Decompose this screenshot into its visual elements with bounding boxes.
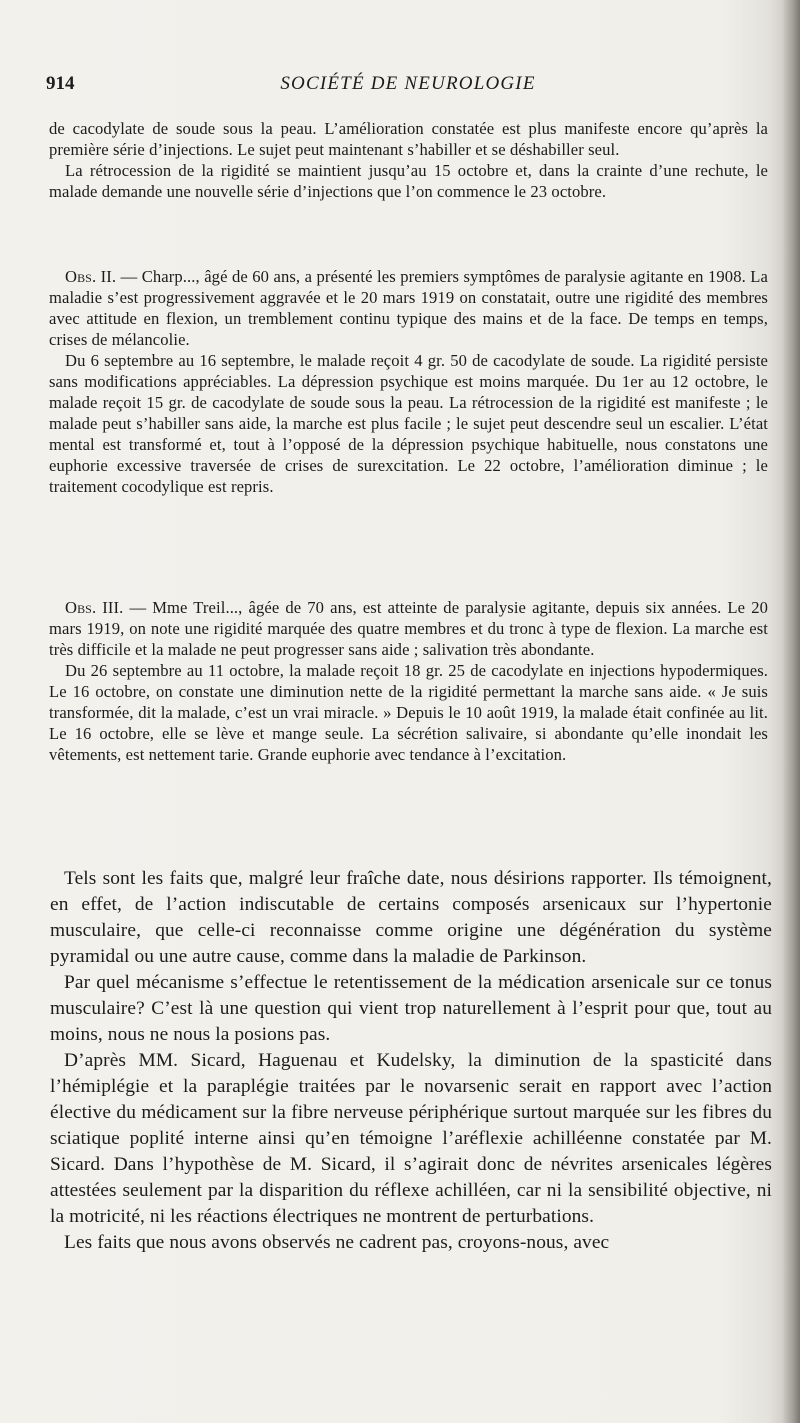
observation-label: Obs. III.	[65, 598, 124, 617]
paragraph: Du 6 septembre au 16 septembre, le malade reçoit 4 gr. 50 de cacodylate de soude. La rigidité persiste sans modifications appréciables. La dépression psychique est moins marquée. Du 1er au 12 octobre, le malade reçoit 15 gr. de cacodylate de soude sous la peau. La rétrocession de la rigidité est manifeste ; le malade peut s’habiller sans aide, la marche est plus facile ; le sujet peut descendre seul un escalier. L’état mental est transformé et, tout à l’opposé de la dépression psychique habituelle, nous constatons une euphorie excessive traversée de crises de surexcitation. Le 22 octobre, l’amélioration diminue ; le traitement cocodylique est repris.	[49, 351, 768, 496]
paragraph: Tels sont les faits que, malgré leur fraîche date, nous désirions rapporter. Ils témoignent, en effet, de l’action indiscutable de certains composés arsenicaux sur l’hypertonie musculaire, que celle-ci reconnaisse comme origine une dégénération du système pyramidal ou une autre cause, comme dans la maladie de Parkinson.	[50, 868, 772, 967]
page-binding-shadow	[782, 0, 800, 1423]
paragraph: Par quel mécanisme s’effectue le retentissement de la médication arsenicale sur ce tonus musculaire? C’est là une question qui vient trop naturellement à l’esprit pour que, tout au moins, nous ne nous la posions pas.	[50, 972, 772, 1045]
paragraph: Les faits que nous avons observés ne cadrent pas, croyons-nous, avec	[64, 1232, 610, 1253]
paragraph: Du 26 septembre au 11 octobre, la malade reçoit 18 gr. 25 de cacodylate en injections hypodermiques. Le 16 octobre, on constate une diminution nette de la rigidité permettant la marche sans aide. « Je suis transformée, dit la malade, c’est un vrai miracle. » Depuis le 10 août 1919, la malade était confinée au lit. Le 16 octobre, elle se lève et mange seule. La sécrétion salivaire, si abondante qu’elle inondait les vêtements, est nettement tarie. Grande euphorie avec tendance à l’excitation.	[49, 661, 768, 764]
discussion	[50, 866, 772, 1256]
paragraph: Obs. III. — Mme Treil..., âgée de 70 ans, est atteinte de paralysie agitante, depuis six années. Le 20 mars 1919, on note une rigidité marquée des quatre membres et du tronc à type de flexion. La marche est très difficile et la malade ne peut progresser sans aide ; salivation très abondante.	[49, 598, 768, 659]
running-title: SOCIÉTÉ DE NEUROLOGIE	[280, 73, 536, 94]
page-number: 914	[46, 73, 75, 94]
observation-3	[49, 597, 768, 765]
observation-2	[49, 266, 768, 497]
paragraph: D’après MM. Sicard, Haguenau et Kudelsky, la diminution de la spasticité dans l’hémiplégie et la paraplégie traitées par le novarsenic serait en rapport avec l’action élective du médicament sur la fibre nerveuse périphérique surtout marquée sur les fibres du sciatique poplité interne ainsi qu’en témoigne l’aréflexie achilléenne constatée par M. Sicard. Dans l’hypothèse de M. Sicard, il s’agirait donc de névrites arsenicales légères attestées seulement par la disparition du réflexe achilléen, car ni la sensibilité objective, ni la motricité, ni les réactions électriques ne montrent de perturbations.	[50, 1050, 772, 1227]
paragraph: La rétrocession de la rigidité se maintient jusqu’au 15 octobre et, dans la crainte d’une rechute, le malade demande une nouvelle série d’injections que l’on commence le 23 octobre.	[49, 161, 768, 201]
observation-label: Obs. II.	[65, 267, 117, 286]
continued-observation	[49, 118, 768, 202]
page-header	[46, 73, 770, 99]
paragraph: Obs. II. — Charp..., âgé de 60 ans, a présenté les premiers symptômes de paralysie agitante en 1908. La maladie s’est progressivement aggravée et le 20 mars 1919 on constatait, outre une rigidité des membres avec attitude en flexion, un tremblement continu typique des mains et de la face. De temps en temps, crises de mélancolie.	[49, 267, 768, 349]
paragraph: de cacodylate de soude sous la peau. L’amélioration constatée est plus manifeste encore qu’après la première série d’injections. Le sujet peut maintenant s’habiller et se déshabiller seul.	[49, 119, 768, 159]
